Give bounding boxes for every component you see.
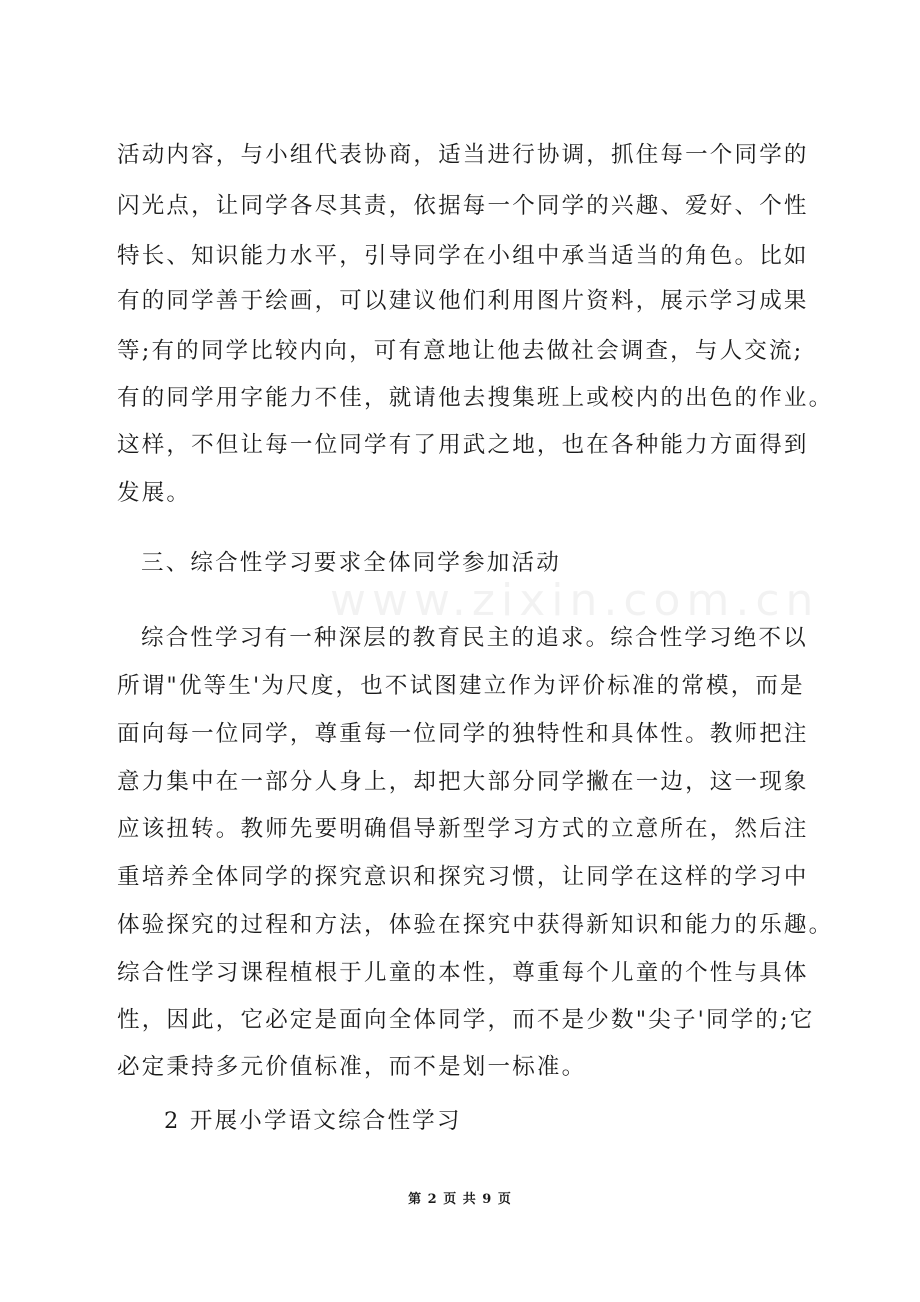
paragraph-line: 等;有的同学比较内向，可有意地让他去做社会调查，与人交流;: [117, 338, 804, 364]
paragraph-line: 综合性学习课程植根于儿童的本性，尊重每个儿童的个性与具体: [117, 960, 809, 986]
paragraph-line: 闪光点，让同学各尽其责，依据每一个同学的兴趣、爱好、个性: [117, 193, 809, 219]
paragraph-line: 综合性学习有一种深层的教育民主的追求。综合性学习绝不以: [141, 625, 808, 651]
paragraph-line: 面向每一位同学，尊重每一位同学的独特性和具体性。教师把注: [117, 721, 809, 747]
paragraph-line: 必定秉持多元价值标准，而不是划一标准。: [117, 1054, 587, 1080]
paragraph-line: 发展。: [117, 480, 192, 506]
paragraph-line: 这样，不但让每一位同学有了用武之地，也在各种能力方面得到: [117, 432, 809, 458]
page-number-footer: 第 2 页 共 9 页: [408, 1192, 512, 1207]
paragraph-line: 特长、知识能力水平，引导同学在小组中承当适当的角色。比如: [117, 243, 809, 269]
paragraph-line: 有的同学用字能力不佳，就请他去搜集班上或校内的出色的作业。: [117, 385, 834, 411]
paragraph-line: 应该扭转。教师先要明确倡导新型学习方式的立意所在，然后注: [117, 816, 809, 842]
watermark: www.zixin.com.cn: [330, 575, 820, 626]
paragraph-line: 活动内容，与小组代表协商，适当进行协调，抓住每一个同学的: [117, 142, 809, 168]
paragraph-line: 所谓"优等生'为尺度，也不试图建立作为评价标准的常模，而是: [117, 673, 805, 699]
paragraph-line: 重培养全体同学的探究意识和探究习惯，让同学在这样的学习中: [117, 864, 809, 890]
paragraph-line: 意力集中在一部分人身上，却把大部分同学撇在一边，这一现象: [117, 769, 809, 795]
paragraph-line: 有的同学善于绘画，可以建议他们利用图片资料，展示学习成果: [117, 288, 809, 314]
section-heading: 三、综合性学习要求全体同学参加活动: [141, 550, 561, 576]
section-heading: 2 开展小学语文综合性学习: [164, 1108, 462, 1134]
paragraph-line: 体验探究的过程和方法，体验在探究中获得新知识和能力的乐趣。: [117, 912, 834, 938]
paragraph-line: 性，因此，它必定是面向全体同学，而不是少数"尖子'同学的;它: [117, 1007, 815, 1033]
